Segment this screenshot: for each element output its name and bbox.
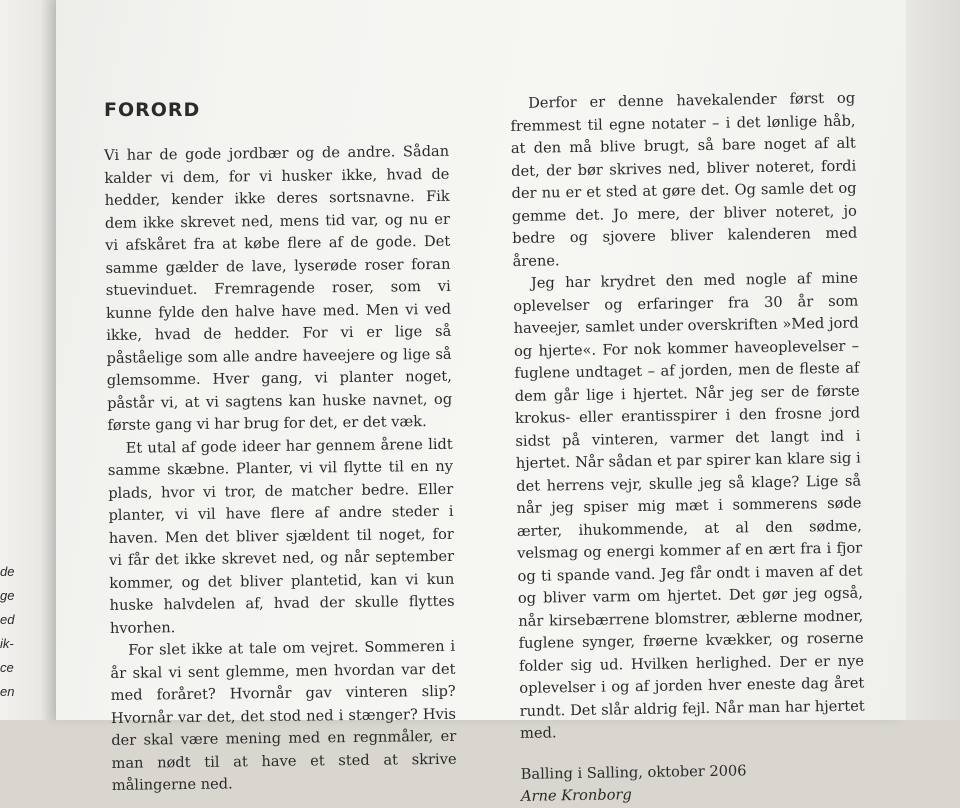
author-name: Arne Kronborg: [520, 786, 632, 805]
paragraph: For slet ikke at tale om vejret. Sommeren i år skal vi sent glemme, men hvordan var det med foråret? Hvornår gav vinteren slip? Hvornår var det, det stod ned i stænger? Hvis der skal være mening med en regnmåler, er man nødt til at have et sted at skrive målingerne ned.: [110, 637, 457, 794]
paragraph: Et utal af gode ideer har gennem årene lidt samme skæbne. Planter, vi vil flytte til en ny plads, hvor vi tror, de matcher bedre. Eller planter, vi vil have flere af andre steder i haven. Men det bliver sjældent til noget, for vi får det ikke skrevet ned, og når september kommer, og det bliver plantetid, kan vi kun huske halvdelen af, hvad der skulle flyttes hvorhen.: [107, 435, 455, 637]
background-surface: [906, 0, 960, 720]
fragment-line: ce: [0, 660, 14, 675]
left-text-column: [104, 141, 457, 798]
fragment-line: ed: [0, 612, 15, 627]
previous-page-edge: [0, 0, 58, 720]
paragraph: Vi har de gode jordbær og de andre. Sådan kalder vi dem, for vi husker ikke, hvad de hedder, kender ikke deres sortsnavne. Fik dem ikke skrevet ned, mens tid var, og nu er vi afskåret fra at købe flere af de gode. Det samme gælder de lave, lyserøde roser foran stuevinduet. Fremragende roser, som vi kunne fylde den halve have med. Men vi ved ikke, hvad de hedder. For vi er lige så påståelige som alle andre haveejere og lige så glemsomme. Hver gang, vi planter noget, påstår vi, at vi sagtens kan huske navnet, og første gang vi har brug for det, er det væk.: [104, 142, 453, 434]
fragment-line: de: [0, 564, 15, 579]
paragraph: Derfor er denne havekalender først og fremmest til egne notater – i det lønlige håb, at den må blive brugt, så bare noget af alt det, der bør skrives ned, bliver noteret, fordi der nu er et sted at gøre det. Og samle det og gemme det. Jo mere, der bliver noteret, jo bedre og sjovere bliver kalenderen med årene.: [510, 89, 858, 270]
previous-page-text-fragments: [0, 560, 24, 704]
paragraph: Jeg har krydret den med nogle af mine oplevelser og erfaringer fra 30 år som haveejer, samlet under overskriften »Med jord og hjerte«. For nok kommer haveoplevelser – fuglene undtaget – af jorden, men de fleste af dem går lige i hjertet. Når jeg ser de første krokus- eller erantisspirer i den frosne jord sidst på vinteren, varmer det langt ind i hjertet. Når sådan et par spirer kan klare sig i det herrens vejr, skulle jeg så klage? Lige så når jeg spiser mig mæt i sommerens søde ærter, ihukommende, at al den sødme, velsmag og energi kommer af en ært fra i fjor og ti spande vand. Jeg får ondt i maven af det og bliver varm om hjertet. Det gør jeg også, når kirsebærrene blomstrer, æblerne modner, fuglene synger, frøerne kvækker, og roserne folder sig ud. Hvilken herlighed. Der er nye oplevelser i og af jorden hver eneste dag året rundt. Det slår aldrig fejl. Når man har hjertet med.: [513, 269, 865, 742]
place-date: Balling i Salling, oktober 2006: [520, 761, 747, 783]
signature-block: [521, 758, 867, 808]
fragment-line: ge: [0, 588, 15, 603]
page-heading: FORORD: [104, 99, 201, 121]
right-text-column: [510, 88, 866, 808]
fragment-line: en: [0, 684, 15, 699]
fragment-line: ik-: [0, 636, 14, 651]
